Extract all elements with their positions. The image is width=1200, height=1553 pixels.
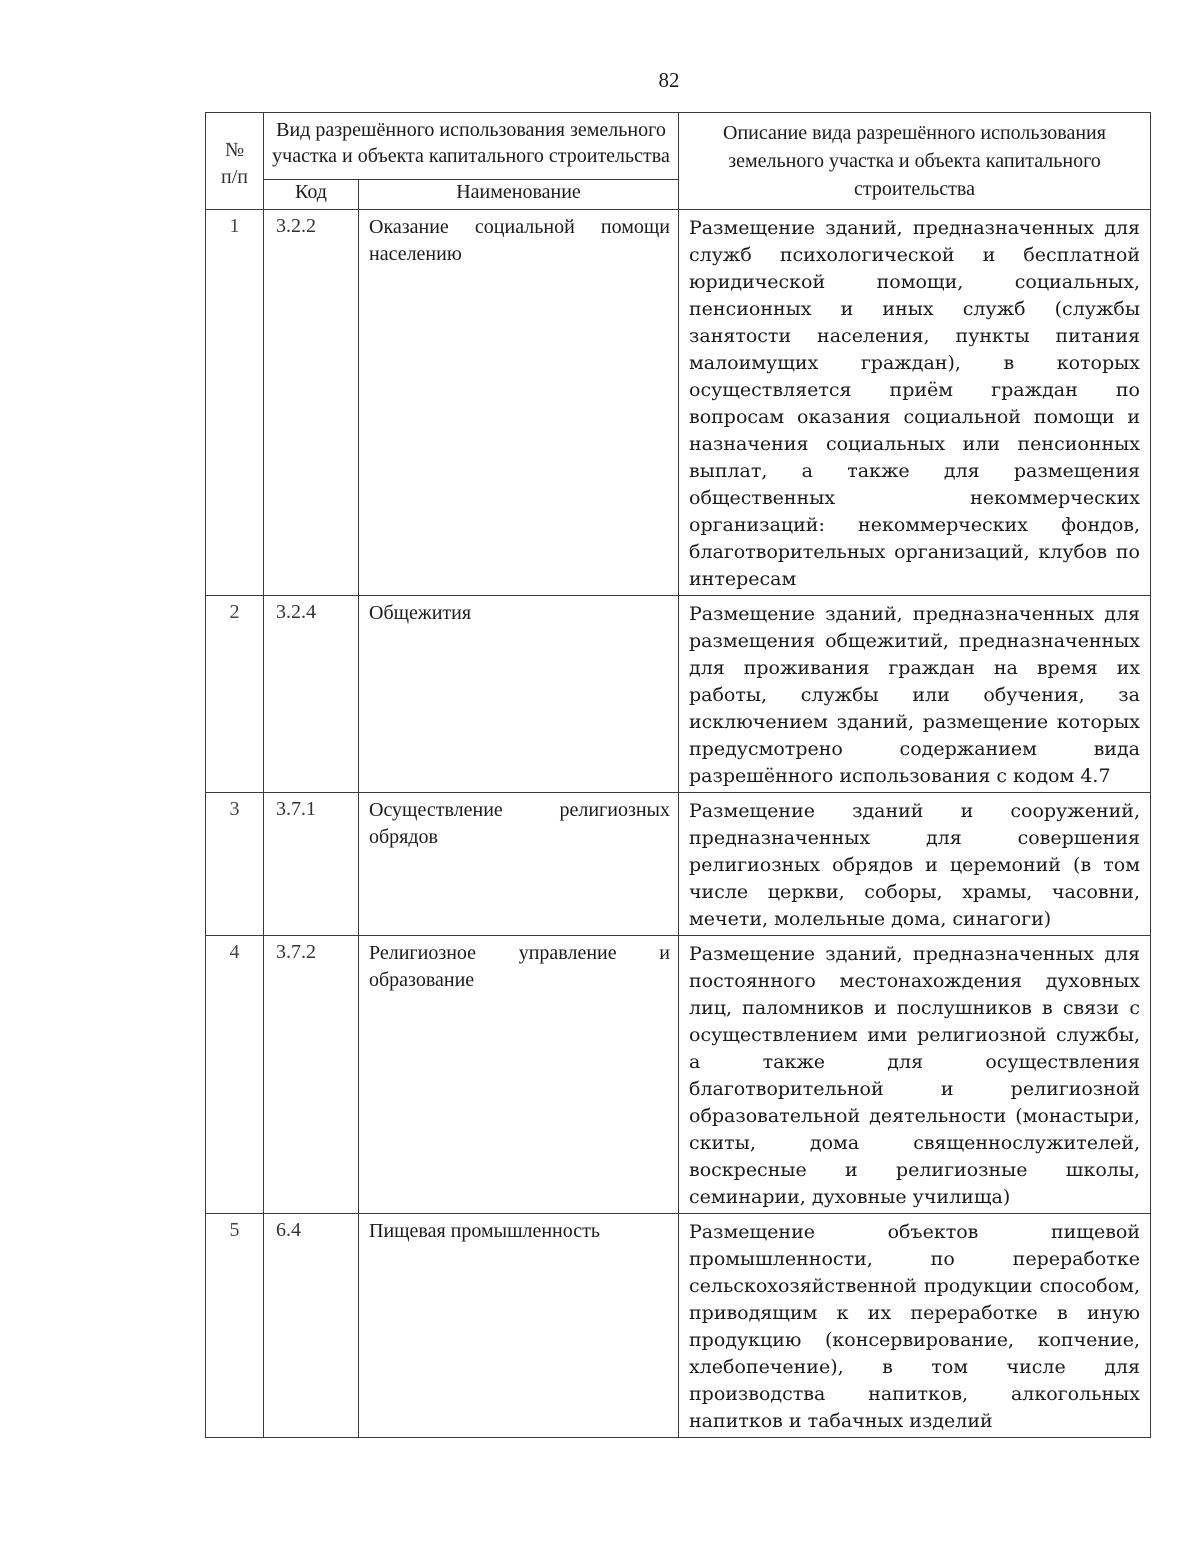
row-code: 3.7.2 (264, 936, 359, 1214)
table-row (206, 210, 1151, 596)
header-code: Код (264, 180, 359, 210)
row-code: 3.2.2 (264, 210, 359, 596)
row-number: 1 (206, 210, 264, 596)
table-row (206, 793, 1151, 936)
row-code: 6.4 (264, 1214, 359, 1438)
row-number: 2 (206, 596, 264, 793)
row-name: Осуществление религиозных обрядов (359, 793, 679, 936)
land-use-table (205, 112, 1151, 1438)
header-description: Описание вида разрешённого использования земельного участка и объекта капитального строительства (679, 113, 1151, 210)
header-row (206, 113, 1151, 180)
table-row (206, 936, 1151, 1214)
row-description: Размещение зданий, предназначенных для постоянного местонахождения духовных лиц, паломников и послушников в связи с осуществлением ими религиозной службы, а также для осуществления благотворительной и религиозной образовательной деятельности (монастыри, скиты, дома священнослужителей, воскресные и религиозные школы, семинарии, духовные училища) (679, 936, 1151, 1214)
row-name: Оказание социальной помощи населению (359, 210, 679, 596)
header-name: Наименование (359, 180, 679, 210)
row-description: Размещение объектов пищевой промышленности, по переработке сельскохозяйственной продукции способом, приводящим к их переработке в иную продукцию (консервирование, копчение, хлебопечение), в том числе для производства напитков, алкогольных напитков и табачных изделий (679, 1214, 1151, 1438)
row-code: 3.2.4 (264, 596, 359, 793)
row-description: Размещение зданий, предназначенных для размещения общежитий, предназначенных для проживания граждан на время их работы, службы или обучения, за исключением зданий, размещение которых предусмотрено содержанием вида разрешённого использования с кодом 4.7 (679, 596, 1151, 793)
row-description: Размещение зданий, предназначенных для служб психологической и бесплатной юридической помощи, социальных, пенсионных и иных служб (службы занятости населения, пункты питания малоимущих граждан), в которых осуществляется приём граждан по вопросам оказания социальной помощи и назначения социальных или пенсионных выплат, а также для размещения общественных некоммерческих организаций: некоммерческих фондов, благотворительных организаций, клубов по интересам (679, 210, 1151, 596)
row-number: 3 (206, 793, 264, 936)
row-description: Размещение зданий и сооружений, предназначенных для совершения религиозных обрядов и церемоний (в том числе церкви, соборы, храмы, часовни, мечети, молельные дома, синагоги) (679, 793, 1151, 936)
header-permitted-use-group: Вид разрешённого использования земельного участка и объекта капитального строительства (264, 113, 679, 180)
header-number-label: № п/п (221, 139, 248, 188)
table-row (206, 1214, 1151, 1438)
row-name: Религиозное управление и образование (359, 936, 679, 1214)
row-code: 3.7.1 (264, 793, 359, 936)
row-name: Пищевая промышленность (359, 1214, 679, 1438)
row-number: 4 (206, 936, 264, 1214)
row-name: Общежития (359, 596, 679, 793)
row-number: 5 (206, 1214, 264, 1438)
page-number: 82 (658, 68, 680, 92)
table-row (206, 596, 1151, 793)
header-number (206, 113, 264, 210)
